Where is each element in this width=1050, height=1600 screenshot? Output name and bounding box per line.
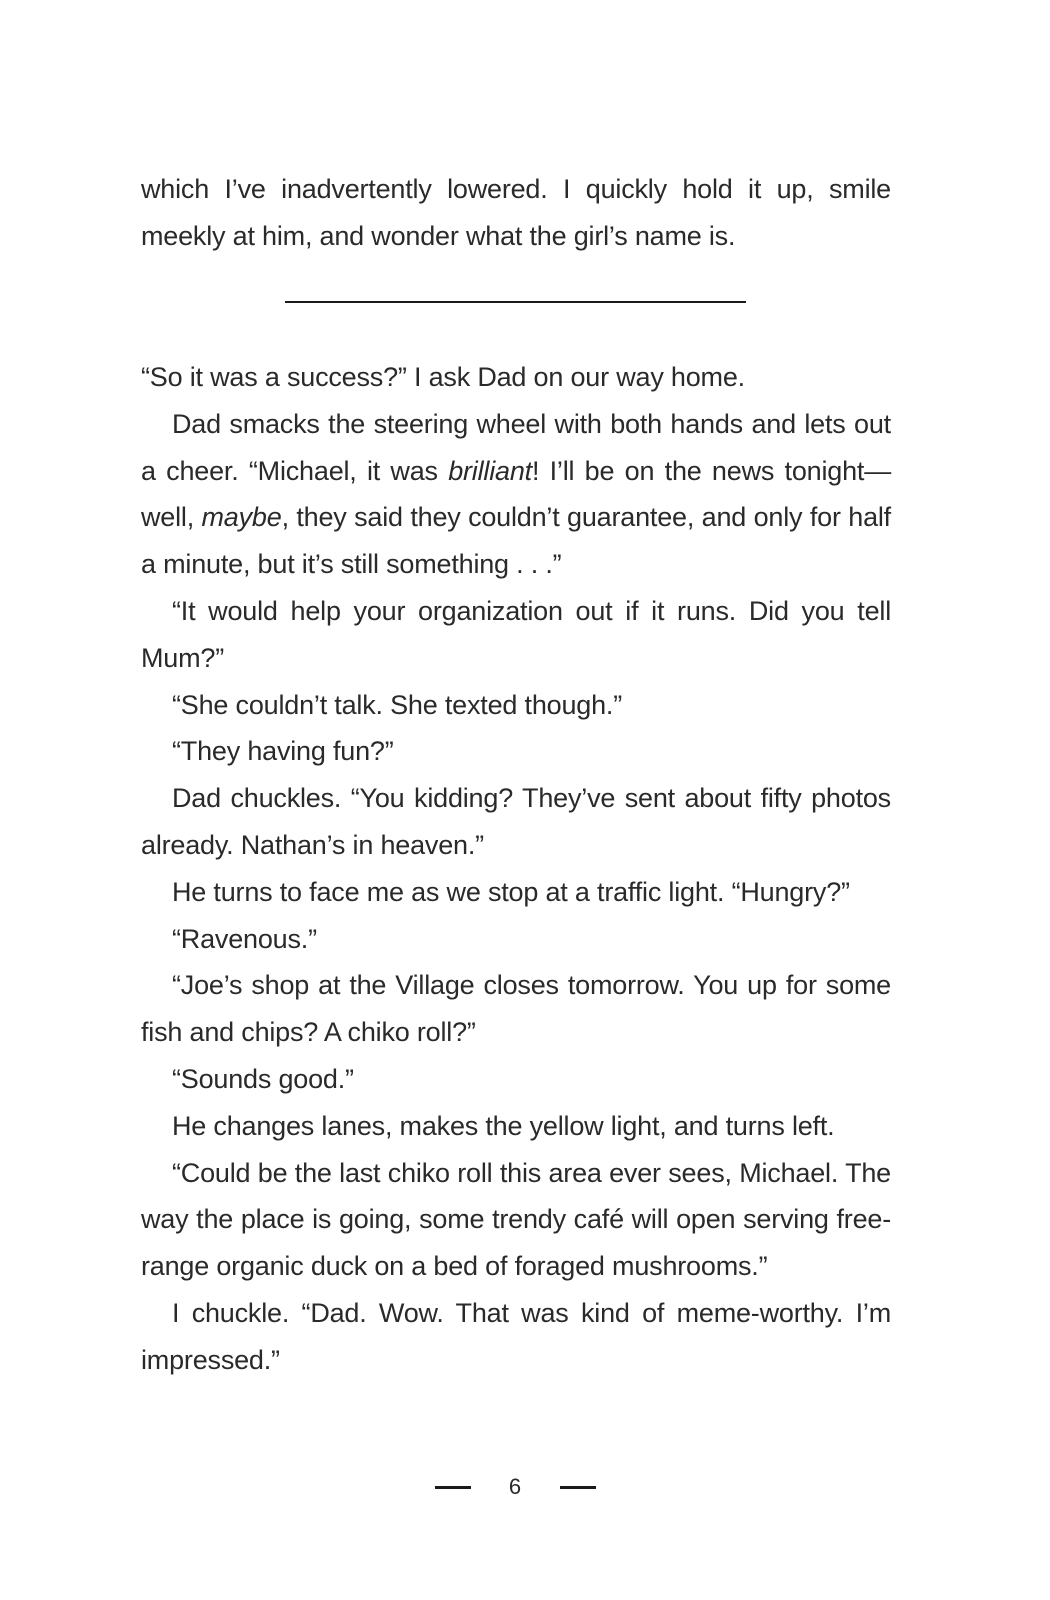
paragraph-7-text: He turns to face me as we stop at a traffic light. “Hungry?” xyxy=(172,876,850,907)
paragraph-2-text-c: —well, xyxy=(141,455,892,533)
main-text-block xyxy=(141,354,891,1384)
paragraph-9 xyxy=(141,962,891,1056)
paragraph-2-emphasis-brilliant: brilliant xyxy=(448,455,532,486)
paragraph-6 xyxy=(141,775,891,869)
lead-paragraph: which I’ve inadvertently lowered. I quickly hold it up, smile meekly at him, and wonder what the girl’s name is. xyxy=(141,174,891,251)
paragraph-2-text-e: only for half a minute, but it’s still something . . .” xyxy=(141,502,891,580)
page-number: 6 xyxy=(508,1474,522,1499)
paragraph-11 xyxy=(141,1103,891,1150)
paragraph-3-text: “It would help your organization out if it runs. Did you tell Mum?” xyxy=(141,595,891,673)
paragraph-6-text: Dad chuckles. “You kidding? They’ve sent about fifty photos already. Nathan’s in heaven.” xyxy=(141,783,891,860)
paragraph-5 xyxy=(141,728,891,775)
paragraph-10 xyxy=(141,1056,891,1103)
paragraph-13 xyxy=(141,1290,891,1384)
paragraph-4 xyxy=(141,682,891,729)
paragraph-1-text: “So it was a success?” I ask Dad on our way home. xyxy=(141,362,745,392)
paragraph-3 xyxy=(141,588,891,682)
footer-dash-left xyxy=(435,1486,471,1489)
paragraph-2-text-b: ! I’ll be on the news tonight xyxy=(531,455,865,486)
paragraph-8-text: “Ravenous.” xyxy=(172,923,317,954)
paragraph-2-text-a: Dad smacks the steering wheel with both hands and lets out a cheer. “Michael, it was xyxy=(141,408,891,486)
paragraph-11-text: He changes lanes, makes the yellow light, and turns left. xyxy=(172,1110,835,1141)
section-divider xyxy=(285,301,746,303)
lead-paragraph-block xyxy=(141,166,891,260)
paragraph-2-text-d: , they said they couldn’t guarantee, and xyxy=(281,502,747,533)
paragraph-12-text: “Could be the last chiko roll this area ever sees, Michael. The way the place is going, some trendy café will open serving free-range organic duck on a bed of foraged mushrooms.” xyxy=(141,1157,891,1282)
paragraph-7 xyxy=(141,869,891,916)
paragraph-2 xyxy=(141,401,891,588)
footer-dash-right xyxy=(560,1486,596,1489)
paragraph-4-text: “She couldn’t talk. She texted though.” xyxy=(172,689,622,720)
page-footer xyxy=(0,1470,1050,1504)
paragraph-1 xyxy=(141,354,891,401)
paragraph-9-text: “Joe’s shop at the Village closes tomorrow. You up for some fish and chips? A chiko roll?” xyxy=(141,970,891,1048)
paragraph-8 xyxy=(141,916,891,963)
paragraph-5-text: “They having fun?” xyxy=(172,736,394,767)
paragraph-10-text: “Sounds good.” xyxy=(172,1063,354,1094)
paragraph-12 xyxy=(141,1150,891,1290)
paragraph-13-text: I chuckle. “Dad. Wow. That was kind of meme-worthy. I’m impressed.” xyxy=(141,1297,891,1375)
paragraph-2-emphasis-maybe: maybe xyxy=(201,502,282,533)
